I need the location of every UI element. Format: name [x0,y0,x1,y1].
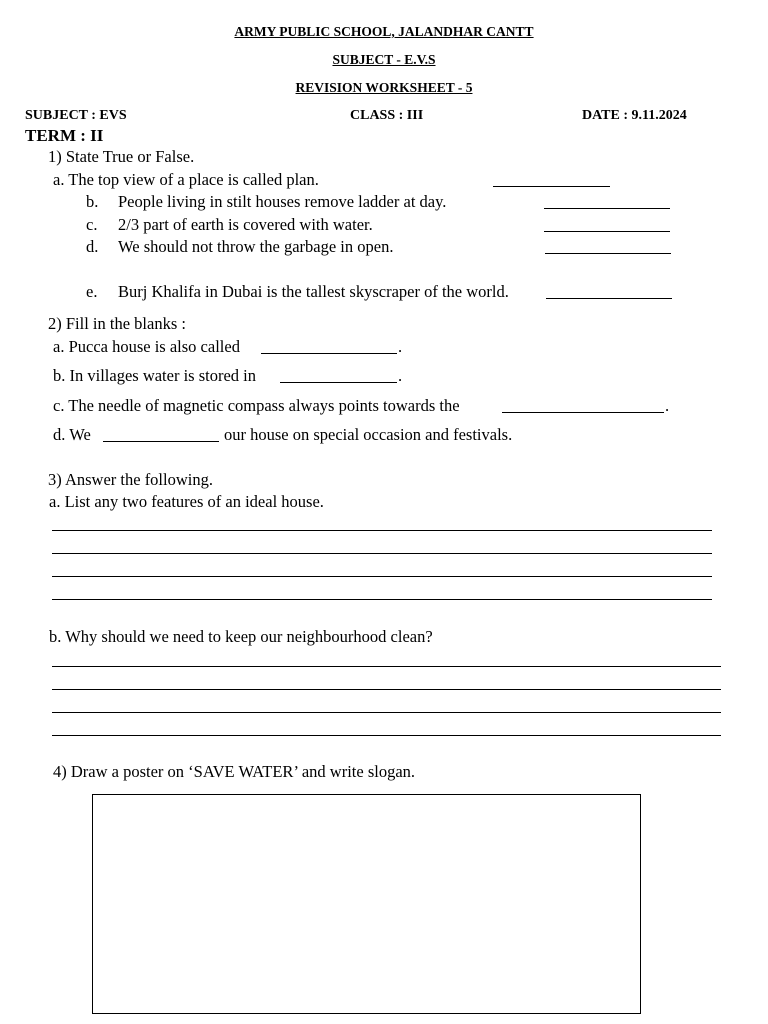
q1-item-a: a. The top view of a place is called plan. [53,170,319,189]
answer-line[interactable] [52,530,712,531]
q1-item-d: We should not throw the garbage in open. [118,237,394,256]
school-name: ARMY PUBLIC SCHOOL, JALANDHAR CANTT [234,24,534,39]
q1-blank-a[interactable] [493,186,610,187]
meta-class: CLASS : III [350,108,424,123]
q1-heading: 1) State True or False. [48,147,195,166]
q2-blank-d[interactable] [103,441,219,442]
q2-blank-b[interactable] [280,382,397,383]
q2-period-b: . [398,366,403,385]
q1-item-c: 2/3 part of earth is covered with water. [118,215,373,234]
term-label: TERM : II [25,126,104,145]
answer-line[interactable] [52,599,712,600]
answer-line[interactable] [52,666,721,667]
q2-item-a: a. Pucca house is also called [53,337,240,356]
q3-item-a: a. List any two features of an ideal house. [49,492,324,511]
q1-label-d: d. [86,237,99,256]
q1-item-e: Burj Khalifa in Dubai is the tallest skyscraper of the world. [118,282,509,301]
answer-line[interactable] [52,553,712,554]
q2-heading: 2) Fill in the blanks : [48,314,186,333]
q2-period-a: . [398,337,403,356]
q3-heading: 3) Answer the following. [48,470,213,489]
q1-blank-d[interactable] [545,253,671,254]
q2-item-b: b. In villages water is stored in [53,366,256,385]
meta-subject: SUBJECT : EVS [25,108,127,123]
q2-blank-c[interactable] [502,412,664,413]
meta-date: DATE : 9.11.2024 [582,108,687,123]
q2-item-d-suffix: our house on special occasion and festivals. [224,425,513,444]
worksheet-title: REVISION WORKSHEET - 5 [295,80,473,95]
q2-item-c: c. The needle of magnetic compass always points towards the [53,396,460,415]
answer-line[interactable] [52,576,712,577]
answer-line[interactable] [52,689,721,690]
subject-heading: SUBJECT - E.V.S [332,52,436,67]
q4-heading: 4) Draw a poster on ‘SAVE WATER’ and write slogan. [53,762,416,781]
q1-blank-c[interactable] [544,231,670,232]
q1-label-c: c. [86,215,98,234]
q1-label-b: b. [86,192,99,211]
q2-blank-a[interactable] [261,353,397,354]
answer-line[interactable] [52,735,721,736]
answer-line[interactable] [52,712,721,713]
q1-item-b: People living in stilt houses remove ladder at day. [118,192,447,211]
poster-drawing-box[interactable] [92,794,641,1014]
q1-blank-b[interactable] [544,208,670,209]
q2-item-d-prefix: d. We [53,425,91,444]
q2-period-c: . [665,396,670,415]
q3-item-b: b. Why should we need to keep our neighbourhood clean? [49,627,433,646]
q1-label-e: e. [86,282,98,301]
q1-blank-e[interactable] [546,298,672,299]
